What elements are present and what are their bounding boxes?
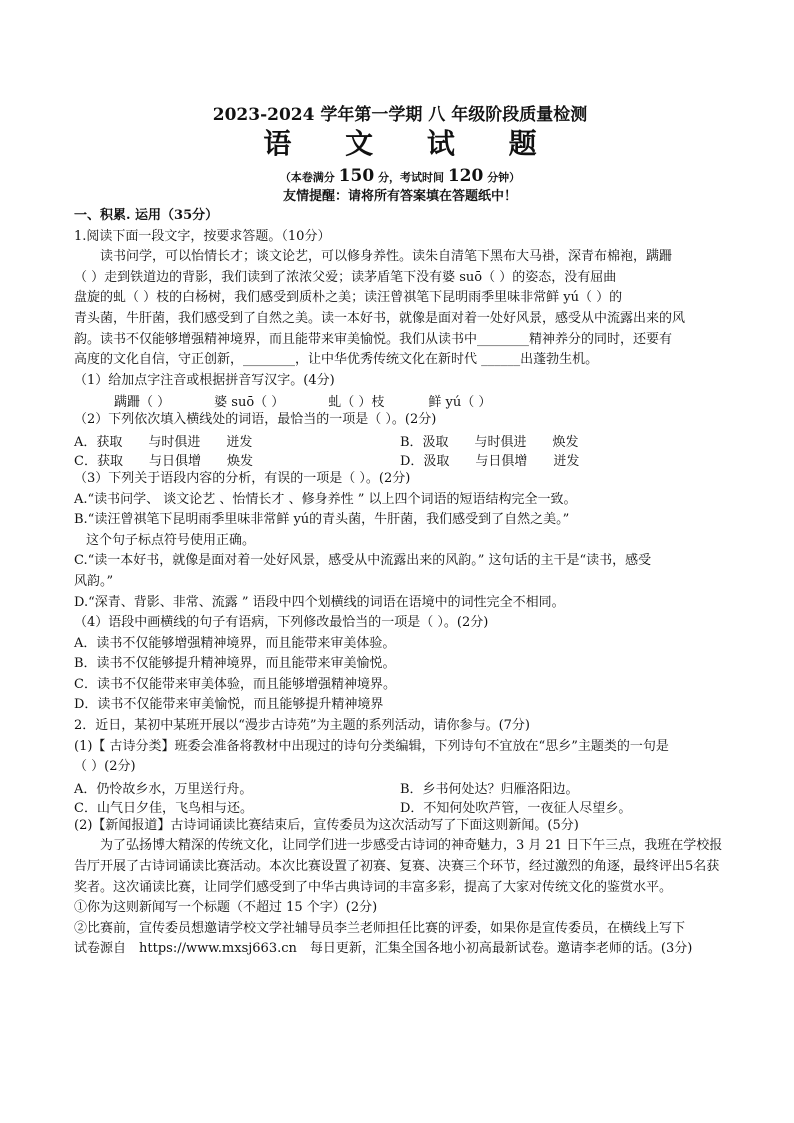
sub3-option-c-cont: 风韵。”: [74, 573, 114, 589]
q2-intro: 2．近日，某初中某班开展以“漫步古诗苑”为主题的系列活动，请你参与。(7分): [74, 718, 530, 734]
q2-options-row1: A．仍怜故乡水，万里送行舟。 B．乡书何处达？归雁洛阳边。: [74, 781, 579, 797]
q1-sub1: （1）给加点字注音或根据拼音写汉字。(4分): [74, 372, 335, 388]
sub4-option-b: B．读书不仅能够提升精神境界，而且能带来审美愉悦。: [74, 656, 396, 672]
subject-title: 语 文 试 题: [263, 127, 559, 160]
q1-intro: 1.阅读下面一段文字，按要求答题。（10分）: [74, 228, 331, 244]
sub2-options-row1: A．获取 与时俱进 迸发 B．汲取 与时俱进 焕发: [74, 434, 579, 450]
section-heading: 一、积累. 运用（35分）: [74, 208, 219, 223]
q2-sub2-a: ①你为这则新闻写一个标题（不超过 15 个字）(2分): [74, 900, 378, 916]
exam-page: [74, 104, 726, 960]
sub4-option-a: A．读书不仅能够增强精神境界，而且能带来审美体验。: [74, 635, 396, 651]
sub3-option-b-cont: 这个句子标点符号使用正确。: [86, 532, 256, 548]
q1-sub3: （3）下列关于语段内容的分析，有误的一项是（ ）。(2分): [74, 470, 411, 486]
reminder: 友情提醒：请将所有答案填在答题纸中！: [282, 189, 517, 204]
sub4-option-c: C．读书不仅能带来审美体验，而且能够增强精神境界。: [74, 676, 396, 692]
sub3-option-c: C.“读一本好书，就像是面对着一处好风景，感受从中流露出来的风韵。” 这句话的主干是“读书，感受: [74, 553, 652, 569]
sub3-option-d: D.“深青、背影、非常、流露 ” 语段中四个划横线的词语在语境中的词性完全不相同。: [74, 594, 565, 610]
sub3-option-a: A.“读书问学、 谈文论艺 、怡情长才 、修身养性 ” 以上四个词语的短语结构完全一致。: [74, 491, 577, 507]
sub2-options-row2: C．获取 与日俱增 焕发 D．汲取 与日俱增 迸发: [74, 453, 580, 469]
q2-options-row2: C．山气日夕佳，飞鸟相与还。 D．不知何处吹芦管，一夜征人尽望乡。: [74, 800, 632, 816]
q2-sub2-b-cont: 试卷源自 https://www.mxsj663.cn 每日更新，汇集全国各地小初高最新试卷。邀请李老师的话。(3分): [74, 941, 693, 957]
sub4-option-d: D．读书不仅能带来审美愉悦，而且能够提升精神境界: [74, 697, 384, 713]
news-passage: 为了弘扬博大精深的传统文化，让同学们进一步感受古诗词的神奇魅力，3 月 21 日下午三点，我班在学校报告厅开展了古诗词诵读比赛活动。本次比赛设置了初赛、复赛、决赛三个环节，经过激烈的角逐，最终评出5名获奖者。这次诵读比赛，让同学们感受到了中华古典诗词的丰富多彩，提高了大家对传统文化的鉴赏水平。: [74, 838, 723, 895]
score-line: （本卷满分 150 分，考试时间 120 分钟）: [279, 166, 521, 186]
q2-sub1-cont: （ ）(2分): [74, 759, 136, 775]
exam-duration: 120: [447, 166, 484, 186]
q2-sub1: (1)【 古诗分类】班委会准备将教材中出现过的诗句分类编辑，下列诗句不宜放在“思乡”主题类的一句是: [74, 738, 669, 754]
q1-sub2: （2）下列依次填入横线处的词语，最恰当的一项是（ ）。(2分): [74, 412, 437, 428]
total-score: 150: [338, 166, 375, 186]
q1-sub4: （4）语段中画横线的句子有语病，下列修改最恰当的一项是（ ）。(2分): [74, 615, 489, 631]
sub3-option-b: B.“读汪曾祺笔下昆明雨季里味非常鲜 yú的青头菌，牛肝菌，我们感受到了自然之美。”: [74, 512, 570, 528]
exam-title: 2023-2024 学年第一学期 八 年级阶段质量检测: [212, 105, 588, 125]
q1-passage: 读书问学，可以怡情长才；谈文论艺，可以修身养性。读朱自清笔下黑布大马褂，深青布棉袍，蹒跚 （ ）走到铁道边的背影，我们读到了浓浓父爱；读茅盾笔下没有婆 suō（ ）的姿态，没有屈曲 盘旋的虬（ ）枝的白杨树，我们感受到质朴之美；读汪曾祺笔下昆明雨季里味非常鲜 yú（ ）的 青头菌，牛肝菌，我们感受到了自然之美。读一本好书，就像是面对着一处好风景，感受从中流露出来的风 韵。读书不仅能够增强精神境界，而且能带来审美愉悦。我们从读书中________精神养分的同时，还要有 高度的文化自信，守正创新，________，让中华优秀传统文化在新时代 ______出蓬勃生机。: [74, 249, 686, 368]
q2-sub2: (2)【新闻报道】古诗词诵读比赛结束后，宣传委员为这次活动写了下面这则新闻。(5分): [74, 817, 579, 833]
pinyin-items: 蹒跚（ ） 婆 suō（ ） 虬（ ）枝 鲜 yú（ ）: [114, 395, 492, 411]
q2-sub2-b: ②比赛前，宣传委员想邀请学校文学社辅导员李兰老师担任比赛的评委，如果你是宣传委员，在横线上写下: [74, 920, 686, 936]
